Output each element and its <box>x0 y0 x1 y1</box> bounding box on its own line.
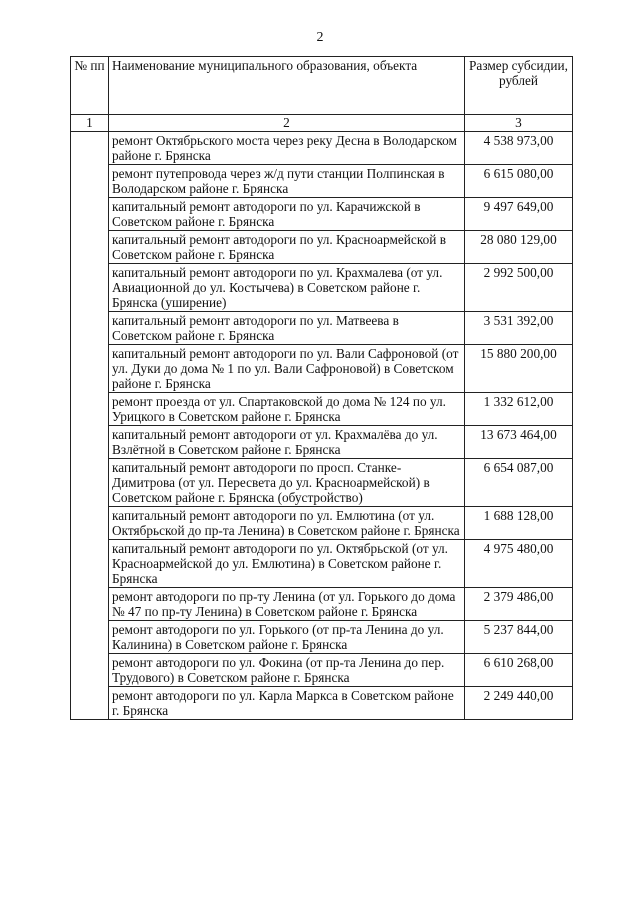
table-row <box>71 198 573 231</box>
table-row <box>71 687 573 720</box>
table-row <box>71 426 573 459</box>
column-index-row <box>71 115 573 132</box>
table-row <box>71 393 573 426</box>
object-name-cell: капитальный ремонт автодороги от ул. Крахмалёва до ул. Взлётной в Советском районе г. Брянска <box>109 426 465 459</box>
header-subsidy-amount: Размер субсидии, рублей <box>465 57 573 115</box>
subsidy-amount-cell: 4 538 973,00 <box>465 132 573 165</box>
table-row <box>71 654 573 687</box>
header-number: № пп <box>71 57 109 115</box>
table-row <box>71 459 573 507</box>
table-row <box>71 507 573 540</box>
table-row <box>71 621 573 654</box>
table-row <box>71 231 573 264</box>
object-name-cell: ремонт путепровода через ж/д пути станции Полпинская в Володарском районе г. Брянска <box>109 165 465 198</box>
object-name-cell: капитальный ремонт автодороги по просп. Станке-Димитрова (от ул. Пересвета до ул. Красноармейской) в Советском районе г. Брянска (обустройство) <box>109 459 465 507</box>
object-name-cell: капитальный ремонт автодороги по ул. Октябрьской (от ул. Красноармейской до ул. Емлютина) в Советском районе г. Брянска <box>109 540 465 588</box>
object-name-cell: капитальный ремонт автодороги по ул. Крахмалева (от ул. Авиационной до ул. Костычева) в Советском районе г. Брянска (уширение) <box>109 264 465 312</box>
object-name-cell: капитальный ремонт автодороги по ул. Матвеева в Советском районе г. Брянска <box>109 312 465 345</box>
table-header-row <box>71 57 573 115</box>
subsidy-amount-cell: 2 379 486,00 <box>465 588 573 621</box>
object-name-cell: капитальный ремонт автодороги по ул. Вали Сафроновой (от ул. Дуки до дома № 1 по ул. Вали Сафроновой) в Советском районе г. Брянска <box>109 345 465 393</box>
subsidy-amount-cell: 5 237 844,00 <box>465 621 573 654</box>
header-object-name: Наименование муниципального образования, объекта <box>109 57 465 115</box>
row-number-cell <box>71 132 109 720</box>
column-index-1: 1 <box>71 115 109 132</box>
object-name-cell: ремонт автодороги по ул. Фокина (от пр-та Ленина до пер. Трудового) в Советском районе г. Брянска <box>109 654 465 687</box>
column-index-2: 2 <box>109 115 465 132</box>
subsidy-amount-cell: 6 654 087,00 <box>465 459 573 507</box>
subsidy-amount-cell: 2 249 440,00 <box>465 687 573 720</box>
table-row <box>71 264 573 312</box>
subsidy-amount-cell: 13 673 464,00 <box>465 426 573 459</box>
subsidy-amount-cell: 6 610 268,00 <box>465 654 573 687</box>
table-row <box>71 540 573 588</box>
subsidy-table <box>70 56 573 720</box>
subsidy-amount-cell: 9 497 649,00 <box>465 198 573 231</box>
object-name-cell: капитальный ремонт автодороги по ул. Карачижской в Советском районе г. Брянска <box>109 198 465 231</box>
object-name-cell: ремонт автодороги по ул. Карла Маркса в Советском районе г. Брянска <box>109 687 465 720</box>
subsidy-amount-cell: 3 531 392,00 <box>465 312 573 345</box>
subsidy-amount-cell: 2 992 500,00 <box>465 264 573 312</box>
object-name-cell: ремонт автодороги по пр-ту Ленина (от ул. Горького до дома № 47 по пр-ту Ленина) в Советском районе г. Брянска <box>109 588 465 621</box>
object-name-cell: ремонт автодороги по ул. Горького (от пр-та Ленина до ул. Калинина) в Советском районе г. Брянска <box>109 621 465 654</box>
column-index-3: 3 <box>465 115 573 132</box>
page-number: 2 <box>316 30 324 45</box>
table-row <box>71 165 573 198</box>
table-row <box>71 312 573 345</box>
subsidy-amount-cell: 28 080 129,00 <box>465 231 573 264</box>
object-name-cell: ремонт проезда от ул. Спартаковской до дома № 124 по ул. Урицкого в Советском районе г. Брянска <box>109 393 465 426</box>
table-row <box>71 132 573 165</box>
subsidy-amount-cell: 1 688 128,00 <box>465 507 573 540</box>
object-name-cell: капитальный ремонт автодороги по ул. Емлютина (от ул. Октябрьской до пр-та Ленина) в Советском районе г. Брянска <box>109 507 465 540</box>
subsidy-amount-cell: 6 615 080,00 <box>465 165 573 198</box>
table-row <box>71 345 573 393</box>
subsidy-amount-cell: 15 880 200,00 <box>465 345 573 393</box>
subsidy-amount-cell: 4 975 480,00 <box>465 540 573 588</box>
subsidy-amount-cell: 1 332 612,00 <box>465 393 573 426</box>
table-row <box>71 588 573 621</box>
object-name-cell: капитальный ремонт автодороги по ул. Красноармейской в Советском районе г. Брянска <box>109 231 465 264</box>
object-name-cell: ремонт Октябрьского моста через реку Десна в Володарском районе г. Брянска <box>109 132 465 165</box>
